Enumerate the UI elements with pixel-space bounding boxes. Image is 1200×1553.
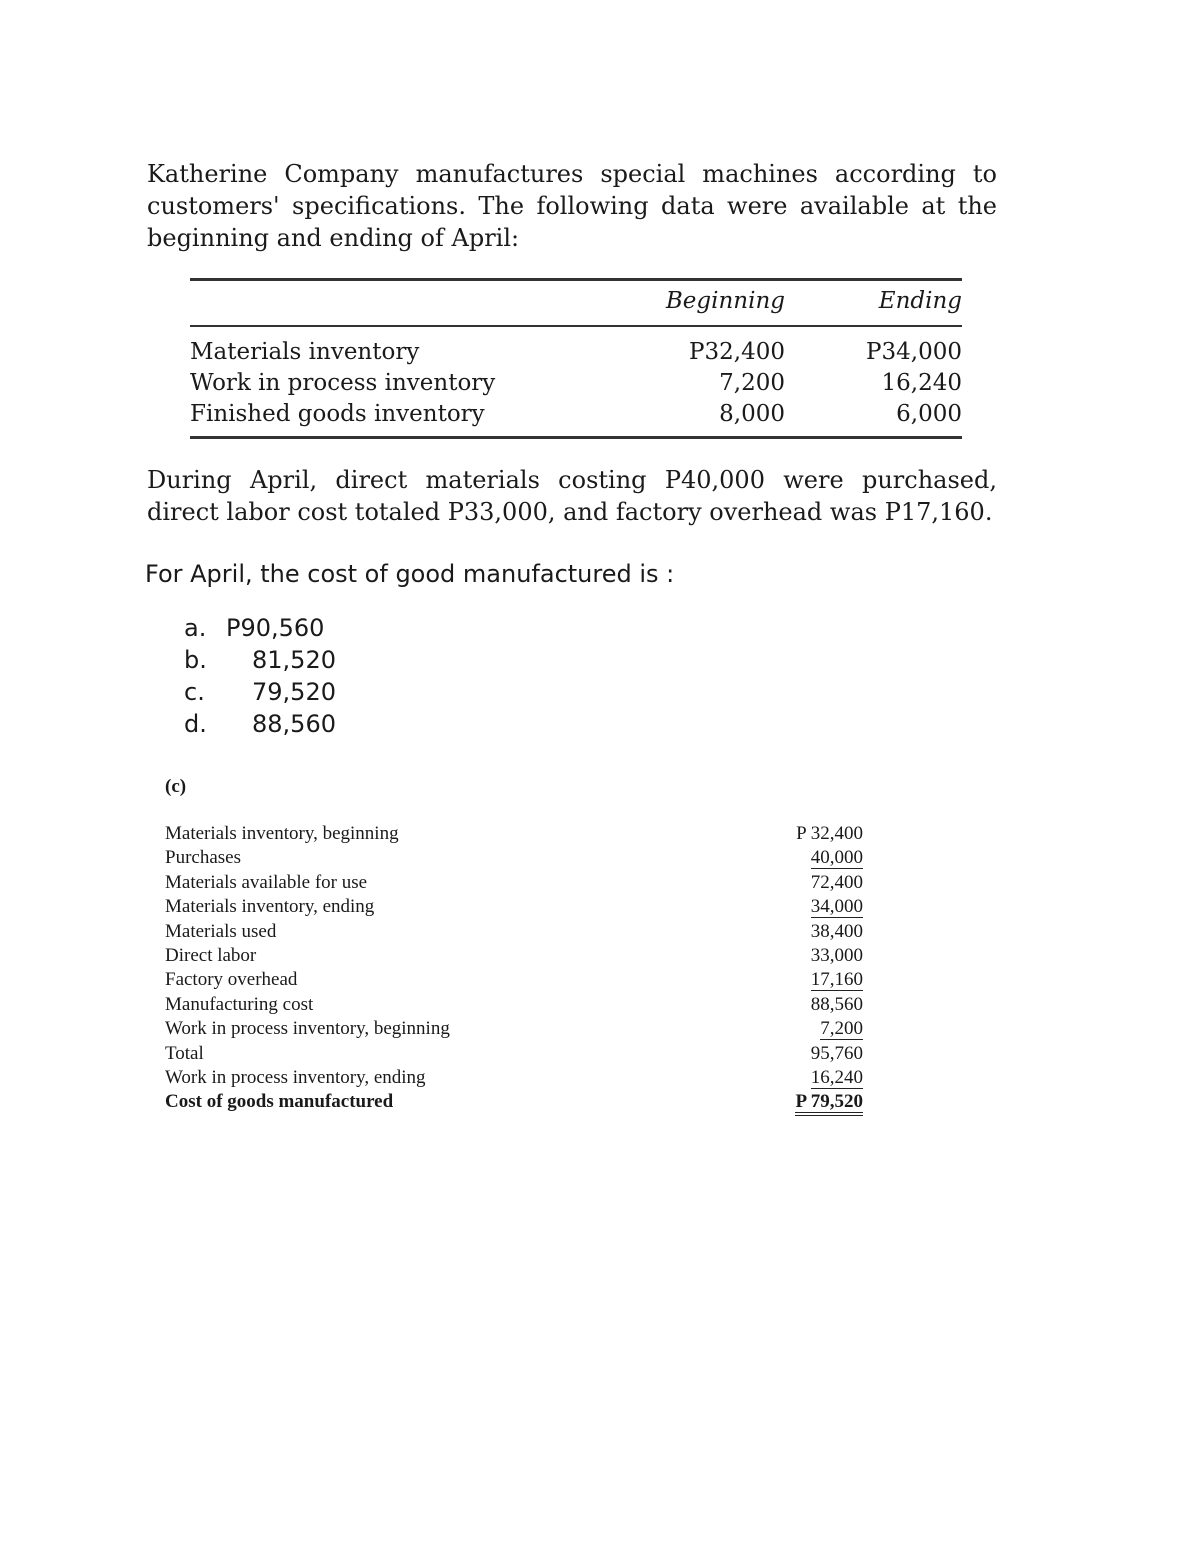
schedule-row — [165, 1042, 865, 1066]
schedule-amount: 16,240 — [810, 1066, 863, 1088]
schedule-row — [165, 920, 865, 944]
table-row — [190, 368, 962, 399]
schedule-amount: P 79,520 — [795, 1092, 863, 1116]
choice-value: 79,520 — [252, 678, 336, 706]
schedule-row — [165, 968, 865, 992]
choice-letter: d. — [184, 710, 207, 738]
schedule-label: Materials available for use — [165, 871, 368, 893]
schedule-amount: 17,160 — [810, 969, 863, 991]
schedule-row — [165, 1066, 865, 1090]
header-spacer — [190, 281, 630, 321]
schedule-amount: 7,200 — [820, 1018, 863, 1040]
schedule-row — [165, 993, 865, 1017]
choice-c — [184, 676, 336, 708]
problem-intro — [147, 158, 997, 254]
schedule-amount: 34,000 — [810, 896, 863, 918]
schedule-row — [165, 944, 865, 968]
schedule-label: Materials used — [165, 920, 277, 942]
table-row — [190, 337, 962, 368]
schedule-amount-cell — [725, 1017, 863, 1041]
solution-schedule — [165, 822, 865, 1115]
header-ending: Ending — [878, 288, 962, 314]
schedule-row — [165, 1090, 865, 1114]
row-beginning: P32,400 — [689, 339, 785, 365]
choice-letter: b. — [184, 646, 207, 674]
row-ending: P34,000 — [866, 339, 962, 365]
schedule-amount: 33,000 — [810, 944, 863, 966]
schedule-row — [165, 871, 865, 895]
schedule-amount: 95,760 — [810, 1042, 863, 1064]
schedule-label: Total — [165, 1042, 204, 1064]
answer-choices — [184, 612, 336, 740]
schedule-amount-cell — [725, 1042, 863, 1066]
table-header-row — [190, 281, 962, 321]
schedule-amount: 40,000 — [810, 847, 863, 869]
row-ending: 16,240 — [881, 370, 962, 396]
row-beginning: 8,000 — [719, 401, 785, 427]
choice-letter: a. — [184, 614, 207, 642]
details-paragraph: During April, direct materials costing P40,000 were purchased, direct labor cost totaled P33,000, and factory overhead was P17,160. — [147, 466, 997, 526]
choice-b — [184, 644, 336, 676]
schedule-row — [165, 846, 865, 870]
schedule-row — [165, 1017, 865, 1041]
intro-paragraph: Katherine Company manufactures special machines according to customers' specifications. The following data were available at the beginning and ending of April: — [147, 160, 997, 252]
table-row — [190, 399, 962, 430]
question-text: For April, the cost of good manufactured is : — [145, 560, 675, 588]
choice-value: 88,560 — [252, 710, 336, 738]
schedule-amount-cell — [725, 871, 863, 895]
answer-label: (c) — [165, 776, 187, 797]
choice-value: P90,560 — [226, 614, 325, 642]
schedule-amount-cell — [725, 1090, 863, 1114]
schedule-amount: 88,560 — [810, 993, 863, 1015]
schedule-label: Work in process inventory, ending — [165, 1066, 426, 1088]
schedule-amount-cell — [725, 822, 863, 846]
schedule-amount-cell — [725, 1066, 863, 1090]
header-beginning: Beginning — [665, 288, 785, 314]
schedule-label: Materials inventory, ending — [165, 896, 375, 918]
schedule-amount: P 32,400 — [796, 823, 863, 844]
schedule-row — [165, 822, 865, 846]
schedule-label: Manufacturing cost — [165, 993, 314, 1015]
schedule-amount-cell — [725, 920, 863, 944]
choice-d — [184, 708, 336, 740]
schedule-amount-cell — [725, 968, 863, 992]
table-bottom-rule — [190, 436, 962, 439]
row-label: Materials inventory — [190, 339, 420, 365]
schedule-amount-cell — [725, 895, 863, 919]
choice-value: 81,520 — [252, 646, 336, 674]
schedule-label: Factory overhead — [165, 969, 298, 991]
schedule-label: Materials inventory, beginning — [165, 823, 399, 844]
schedule-amount: 72,400 — [810, 871, 863, 893]
schedule-row — [165, 895, 865, 919]
choice-letter: c. — [184, 678, 205, 706]
row-ending: 6,000 — [896, 401, 962, 427]
row-label: Work in process inventory — [190, 370, 496, 396]
row-beginning: 7,200 — [719, 370, 785, 396]
schedule-amount-cell — [725, 944, 863, 968]
inventory-table — [190, 278, 962, 439]
schedule-label: Cost of goods manufactured — [165, 1091, 394, 1113]
schedule-label: Work in process inventory, beginning — [165, 1018, 450, 1040]
schedule-amount-cell — [725, 846, 863, 870]
schedule-label: Purchases — [165, 847, 241, 869]
row-label: Finished goods inventory — [190, 401, 485, 427]
choice-a — [184, 612, 336, 644]
schedule-label: Direct labor — [165, 944, 257, 966]
schedule-amount-cell — [725, 993, 863, 1017]
schedule-amount: 38,400 — [810, 920, 863, 942]
problem-details — [147, 464, 997, 528]
